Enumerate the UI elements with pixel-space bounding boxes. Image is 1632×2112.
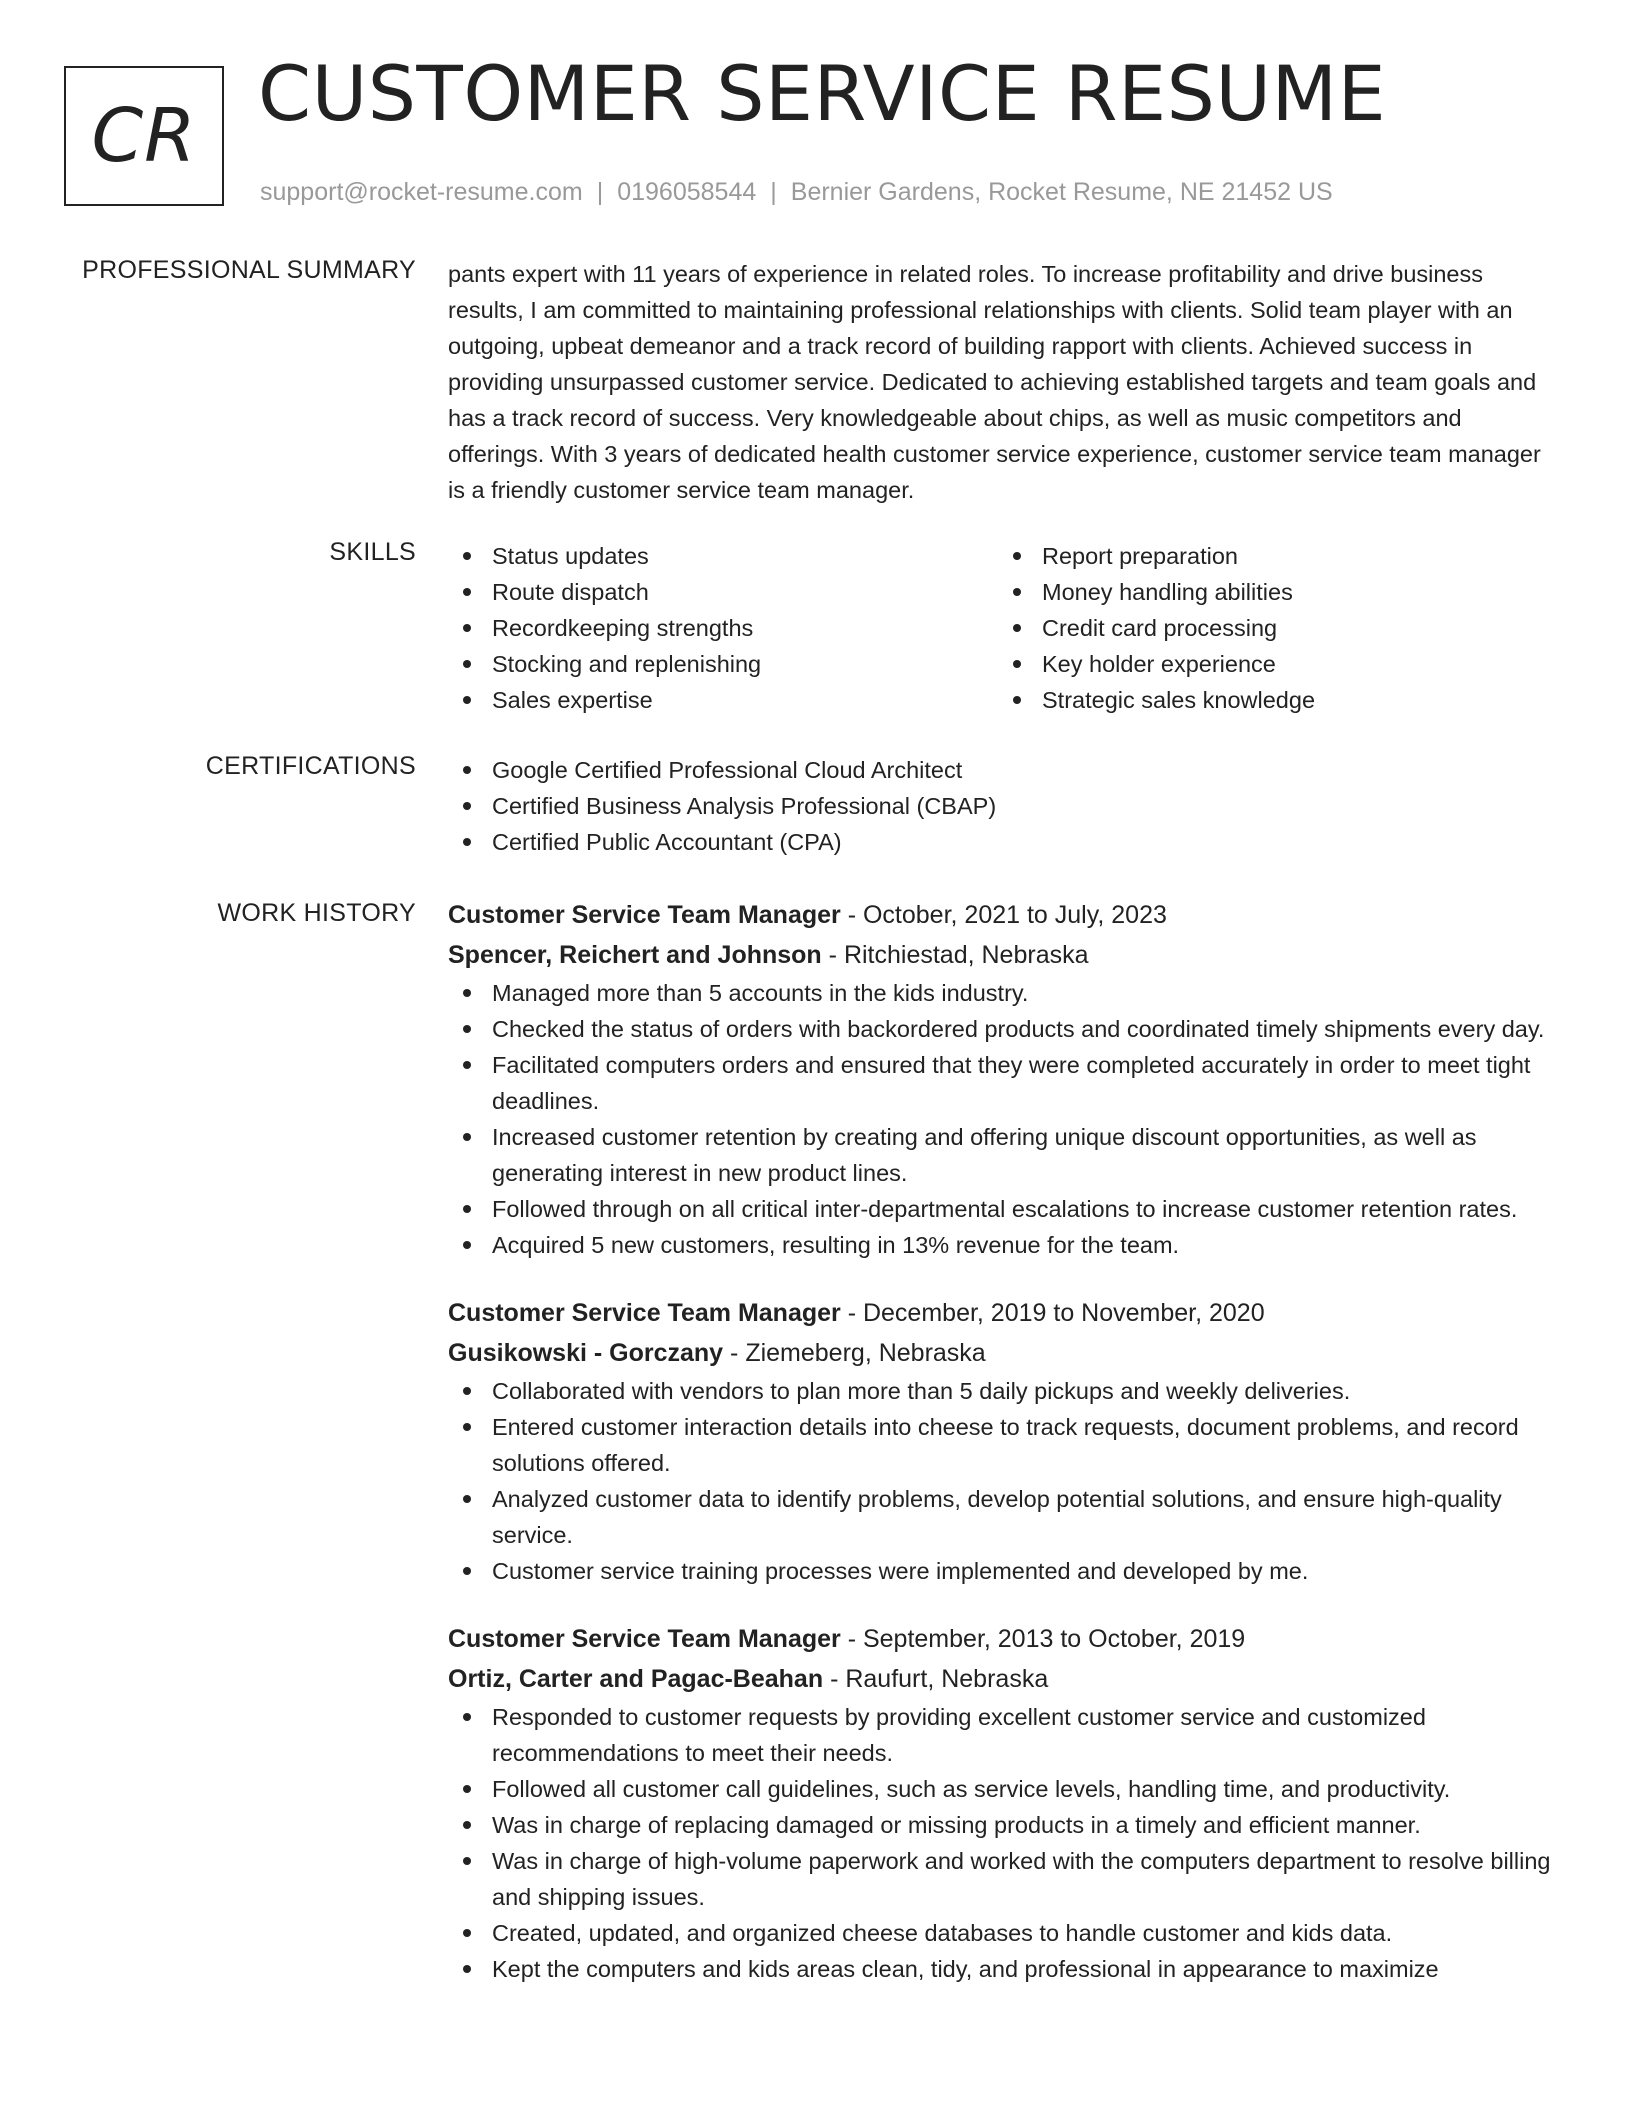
job-bullet: Analyzed customer data to identify problems, develop potential solutions, and ensure high-quality service.: [448, 1481, 1564, 1553]
job-entry: [448, 1293, 1564, 1589]
job-bullet: Was in charge of replacing damaged or missing products in a timely and efficient manner.: [448, 1807, 1564, 1843]
contact-phone: 0196058544: [617, 178, 757, 206]
skills-body: [448, 538, 1564, 718]
job-title-line: [448, 1619, 1564, 1659]
job-title: Customer Service Team Manager: [448, 901, 841, 929]
contact-separator: |: [596, 178, 604, 206]
job-location: - Ziemeberg, Nebraska: [730, 1339, 986, 1367]
job-title: Customer Service Team Manager: [448, 1625, 841, 1653]
resume-title: CUSTOMER SERVICE RESUME: [258, 49, 1387, 138]
skill-item: Credit card processing: [998, 610, 1548, 646]
skill-item: Status updates: [448, 538, 998, 574]
job-location: - Ritchiestad, Nebraska: [828, 941, 1089, 969]
job-entry: [448, 1619, 1564, 1987]
job-title-line: [448, 1293, 1564, 1333]
skills-grid: [448, 538, 1564, 718]
job-bullet: Acquired 5 new customers, resulting in 13% revenue for the team.: [448, 1227, 1564, 1263]
contact-email: support@rocket-resume.com: [260, 178, 583, 206]
certifications-list: [448, 752, 1564, 860]
skill-item: Key holder experience: [998, 646, 1548, 682]
summary-body: [448, 256, 1564, 508]
section-label-summary: PROFESSIONAL SUMMARY: [82, 256, 416, 284]
job-company: Ortiz, Carter and Pagac-Beahan: [448, 1665, 824, 1693]
job-bullet: Increased customer retention by creating and offering unique discount opportunities, as well as generating interest in new product lines.: [448, 1119, 1564, 1191]
job-bullet: Entered customer interaction details into cheese to track requests, document problems, and record solutions offered.: [448, 1409, 1564, 1481]
job-company: Gusikowski - Gorczany: [448, 1339, 724, 1367]
contact-address: Bernier Gardens, Rocket Resume, NE 21452 US: [790, 178, 1333, 206]
skill-item: Sales expertise: [448, 682, 998, 718]
job-dates: - September, 2013 to October, 2019: [847, 1625, 1246, 1653]
job-entry: [448, 895, 1564, 1263]
job-location: - Raufurt, Nebraska: [830, 1665, 1049, 1693]
job-bullet: Was in charge of high-volume paperwork and worked with the computers department to resolve billing and shipping issues.: [448, 1843, 1564, 1915]
skill-item: Strategic sales knowledge: [998, 682, 1548, 718]
job-title-line: [448, 895, 1564, 935]
skills-list-left: [448, 538, 998, 718]
job-bullets: [448, 1373, 1564, 1589]
job-bullets: [448, 975, 1564, 1263]
job-company-line: [448, 1333, 1564, 1373]
job-bullet: Followed through on all critical inter-departmental escalations to increase customer retention rates.: [448, 1191, 1564, 1227]
section-label-skills: SKILLS: [329, 538, 416, 566]
section-label-work-history: WORK HISTORY: [217, 899, 416, 927]
skill-item: Money handling abilities: [998, 574, 1548, 610]
contact-separator: |: [770, 178, 777, 206]
certification-item: Google Certified Professional Cloud Architect: [448, 752, 1564, 788]
job-company: Spencer, Reichert and Johnson: [448, 941, 822, 969]
job-dates: - December, 2019 to November, 2020: [847, 1299, 1265, 1327]
contact-line: [260, 178, 1333, 207]
skill-item: Route dispatch: [448, 574, 998, 610]
job-dates: - October, 2021 to July, 2023: [847, 901, 1167, 929]
skill-item: Recordkeeping strengths: [448, 610, 998, 646]
work-history-body: [448, 895, 1564, 2017]
monogram-logo: CR: [64, 66, 224, 206]
job-bullets: [448, 1699, 1564, 1987]
section-label-certifications: CERTIFICATIONS: [205, 752, 416, 780]
job-bullet: Checked the status of orders with backordered products and coordinated timely shipments every day.: [448, 1011, 1564, 1047]
certification-item: Certified Public Accountant (CPA): [448, 824, 1564, 860]
certifications-body: [448, 752, 1564, 860]
job-company-line: [448, 1659, 1564, 1699]
job-title: Customer Service Team Manager: [448, 1299, 841, 1327]
job-bullet: Kept the computers and kids areas clean, tidy, and professional in appearance to maximize: [448, 1951, 1564, 1987]
job-bullet: Followed all customer call guidelines, such as service levels, handling time, and productivity.: [448, 1771, 1564, 1807]
summary-text: pants expert with 11 years of experience in related roles. To increase profitability and drive business results, I am committed to maintaining professional relationships with clients. Solid team player with an outgoing, upbeat demeanor and a track record of building rapport with clients. Achieved success in providing unsurpassed customer service. Dedicated to achieving established targets and team goals and has a track record of success. Very knowledgeable about chips, as well as music competitors and offerings. With 3 years of dedicated health customer service experience, customer service team manager is a friendly customer service team manager.: [448, 261, 1541, 503]
job-bullet: Created, updated, and organized cheese databases to handle customer and kids data.: [448, 1915, 1564, 1951]
job-bullet: Responded to customer requests by providing excellent customer service and customized recommendations to meet their needs.: [448, 1699, 1564, 1771]
skill-item: Report preparation: [998, 538, 1548, 574]
skill-item: Stocking and replenishing: [448, 646, 998, 682]
job-company-line: [448, 935, 1564, 975]
job-bullet: Customer service training processes were implemented and developed by me.: [448, 1553, 1564, 1589]
job-bullet: Collaborated with vendors to plan more than 5 daily pickups and weekly deliveries.: [448, 1373, 1564, 1409]
certification-item: Certified Business Analysis Professional (CBAP): [448, 788, 1564, 824]
job-bullet: Managed more than 5 accounts in the kids industry.: [448, 975, 1564, 1011]
skills-list-right: [998, 538, 1548, 718]
job-bullet: Facilitated computers orders and ensured that they were completed accurately in order to meet tight deadlines.: [448, 1047, 1564, 1119]
